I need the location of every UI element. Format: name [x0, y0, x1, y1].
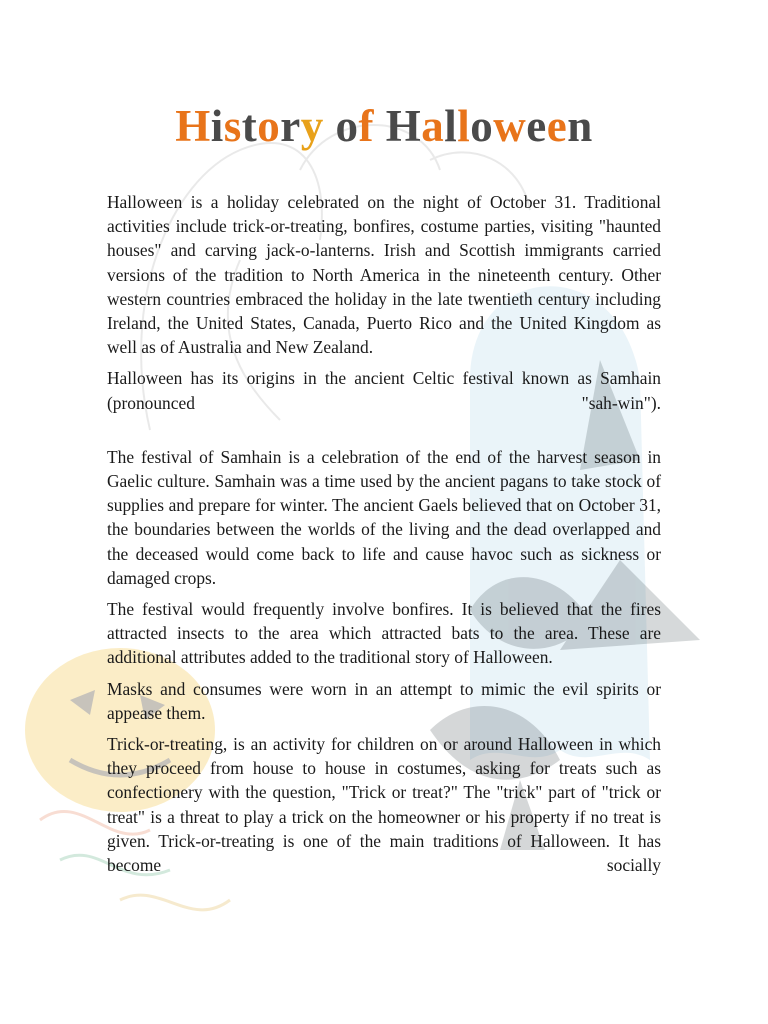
- paragraph-trick-or-treating: Trick-or-treating, is an activity for children on or around Halloween in which they proceed from house to house in costumes, asking for treats such as confectionery with the question, "Trick or treat?" The "trick" part of "trick or treat" is a threat to play a trick on the homeowner or his property if no treat is given. Trick-or-treating is one of the main traditions of Halloween. It has become socially: [107, 734, 661, 876]
- title-letter: H: [385, 101, 422, 151]
- title-letter: l: [457, 101, 471, 151]
- paragraph-samhain: The festival of Samhain is a celebration of the end of the harvest season in Gaelic culture. Samhain was a time used by the ancient pagans to take stock of supplies and prepare for winter. The ancient Gaels believed that on October 31, the boundaries between the worlds of the living and the dead overlapped and the deceased would come back to life and cause havoc such as sickness or damaged crops.: [107, 446, 661, 588]
- article-content: [107, 96, 661, 884]
- page-title: [107, 96, 661, 156]
- title-letter: s: [223, 101, 242, 151]
- title-letter: [324, 96, 336, 156]
- title-letter: [374, 96, 386, 156]
- title-letter: t: [241, 101, 258, 151]
- paragraph-origins: Halloween has its origins in the ancient Celtic festival known as Samhain (pronounced "sah-win").: [107, 368, 661, 413]
- title-letter: e: [546, 101, 568, 151]
- paragraph-intro: Halloween is a holiday celebrated on the night of October 31. Traditional activities include trick-or-treating, bonfires, costume parties, visiting "haunted houses" and carving jack-o-lanterns. Irish and Scottish immigrants carried versions of the tradition to North America in the nineteenth century. Other western countries embraced the holiday in the late twentieth century including Ireland, the United States, Canada, Puerto Rico and the United Kingdom as well as of Australia and New Zealand.: [107, 192, 661, 358]
- title-letter: w: [493, 101, 527, 151]
- title-letter: i: [210, 101, 224, 151]
- title-letter: H: [175, 101, 211, 151]
- title-letter: a: [421, 101, 445, 151]
- title-letter: o: [335, 101, 359, 151]
- paragraph-bonfires: The festival would frequently involve bonfires. It is believed that the fires attracted insects to the area which attracted bats to the area. These are additional attributes added to the traditional story of Halloween.: [107, 599, 661, 668]
- title-letter: f: [358, 101, 374, 151]
- title-letter: o: [257, 101, 281, 151]
- title-letter: r: [280, 101, 301, 151]
- paragraph-masks: Masks and consumes were worn in an attempt to mimic the evil spirits or appease them.: [107, 678, 661, 723]
- title-letter: l: [444, 101, 458, 151]
- title-letter: y: [300, 101, 324, 151]
- title-letter: n: [567, 101, 593, 151]
- title-letter: o: [470, 101, 494, 151]
- title-letter: e: [526, 101, 547, 151]
